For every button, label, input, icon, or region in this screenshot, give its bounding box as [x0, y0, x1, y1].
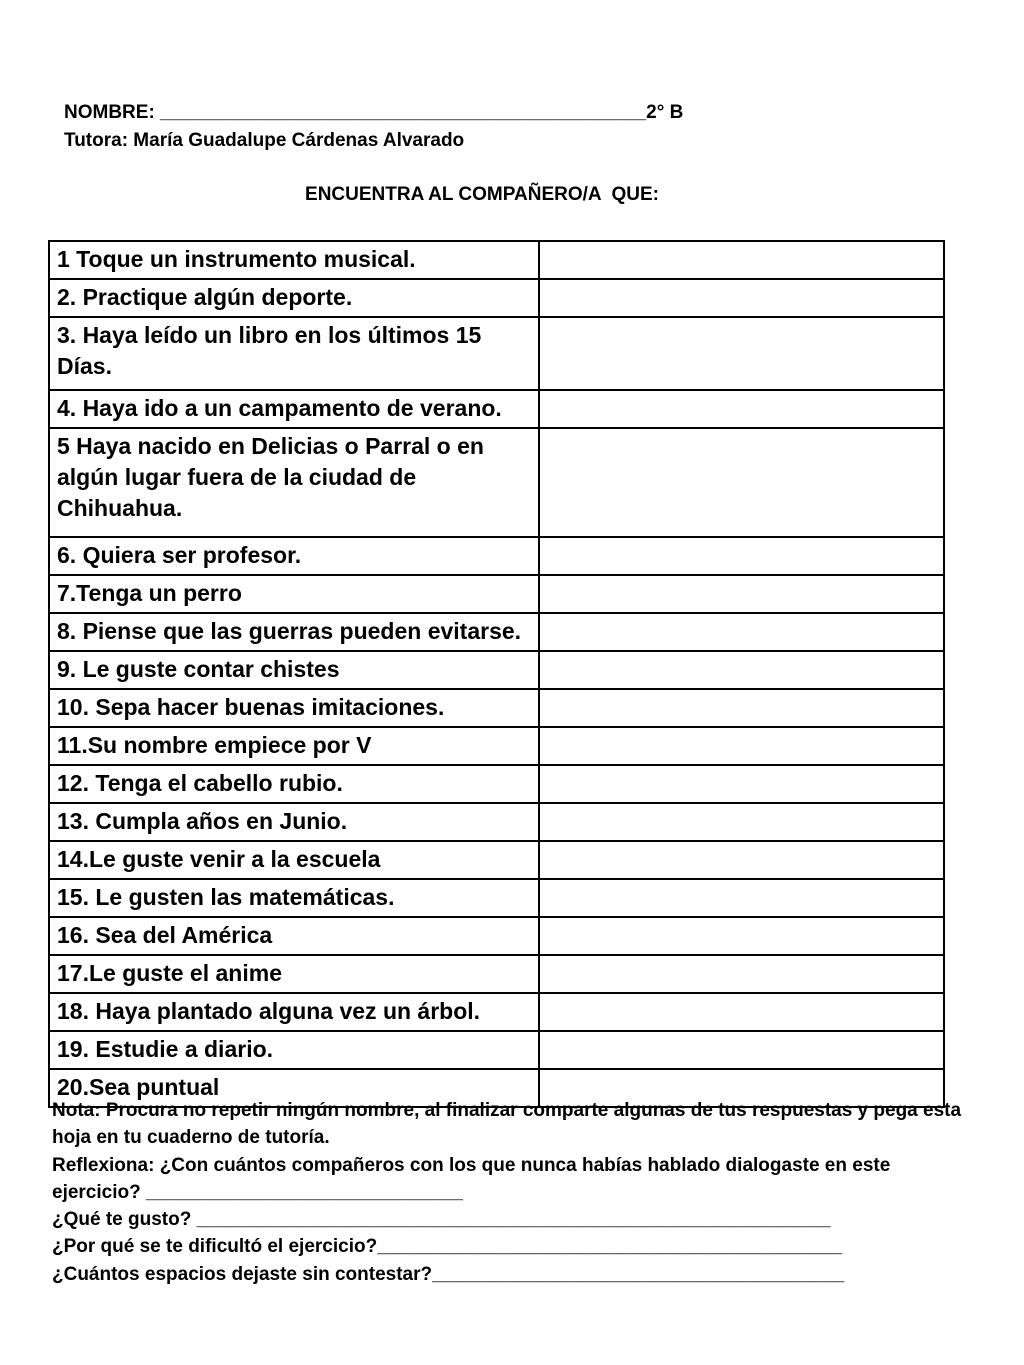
prompt-cell: 15. Le gusten las matemáticas.	[49, 879, 539, 917]
table-row	[49, 955, 944, 993]
prompt-cell: 6. Quiera ser profesor.	[49, 537, 539, 575]
table-row	[49, 993, 944, 1031]
prompt-cell: 11.Su nombre empiece por V	[49, 727, 539, 765]
table-row	[49, 279, 944, 317]
answer-cell[interactable]	[539, 279, 944, 317]
table-row	[49, 689, 944, 727]
answer-cell[interactable]	[539, 765, 944, 803]
answer-cell[interactable]	[539, 955, 944, 993]
table-row	[49, 575, 944, 613]
table-row	[49, 317, 944, 390]
difficulty-question: ¿Por qué se te dificultó el ejercicio?____________________________________________	[52, 1236, 843, 1258]
answer-cell[interactable]	[539, 613, 944, 651]
answer-cell[interactable]	[539, 917, 944, 955]
table-row	[49, 803, 944, 841]
prompt-cell: 17.Le guste el anime	[49, 955, 539, 993]
answer-cell[interactable]	[539, 651, 944, 689]
table-row	[49, 917, 944, 955]
notes-section	[52, 1097, 967, 1288]
blanks-question: ¿Cuántos espacios dejaste sin contestar?_______________________________________	[52, 1263, 845, 1285]
table-row	[49, 613, 944, 651]
reflection-question: Reflexiona: ¿Con cuántos compañeros con los que nunca habías hablado dialogaste en este ejercicio? ______________________________	[52, 1154, 896, 1203]
answer-cell[interactable]	[539, 317, 944, 390]
prompt-cell: 2. Practique algún deporte.	[49, 279, 539, 317]
answer-cell[interactable]	[539, 390, 944, 428]
answer-cell[interactable]	[539, 993, 944, 1031]
table-row	[49, 727, 944, 765]
answer-cell[interactable]	[539, 689, 944, 727]
answer-cell[interactable]	[539, 879, 944, 917]
table-row	[49, 428, 944, 537]
answer-cell[interactable]	[539, 537, 944, 575]
answer-cell[interactable]	[539, 1031, 944, 1069]
answer-cell[interactable]	[539, 428, 944, 537]
table-row	[49, 879, 944, 917]
table-row	[49, 390, 944, 428]
answer-cell[interactable]	[539, 803, 944, 841]
prompt-cell: 13. Cumpla años en Junio.	[49, 803, 539, 841]
liked-question: ¿Qué te gusto? ____________________________________________________________	[52, 1209, 831, 1231]
prompt-cell: 9. Le guste contar chistes	[49, 651, 539, 689]
answer-cell[interactable]	[539, 575, 944, 613]
table-row	[49, 1031, 944, 1069]
note-text: Nota: Procura no repetir ningún nombre, al finalizar comparte algunas de tus respuestas y pega esta hoja en tu cuaderno de tutoría.	[52, 1100, 967, 1149]
prompt-cell: 12. Tenga el cabello rubio.	[49, 765, 539, 803]
name-line: NOMBRE: ______________________________________________2° B	[64, 102, 684, 123]
answer-cell[interactable]	[539, 727, 944, 765]
prompt-cell: 20.Sea puntual	[49, 1069, 539, 1107]
prompt-cell: 8. Piense que las guerras pueden evitarse.	[49, 613, 539, 651]
worksheet-title: ENCUENTRA AL COMPAÑERO/A QUE:	[305, 184, 659, 205]
table-row	[49, 841, 944, 879]
prompt-cell: 14.Le guste venir a la escuela	[49, 841, 539, 879]
table-row	[49, 537, 944, 575]
table-row	[49, 241, 944, 279]
answer-cell[interactable]	[539, 841, 944, 879]
prompt-cell: 4. Haya ido a un campamento de verano.	[49, 390, 539, 428]
prompt-cell: 1 Toque un instrumento musical.	[49, 241, 539, 279]
prompt-cell: 7.Tenga un perro	[49, 575, 539, 613]
prompt-cell: 5 Haya nacido en Delicias o Parral o en algún lugar fuera de la ciudad de Chihuahua.	[49, 428, 539, 537]
answer-cell[interactable]	[539, 241, 944, 279]
prompt-cell: 10. Sepa hacer buenas imitaciones.	[49, 689, 539, 727]
table-row	[49, 651, 944, 689]
prompt-cell: 18. Haya plantado alguna vez un árbol.	[49, 993, 539, 1031]
prompt-cell: 19. Estudie a diario.	[49, 1031, 539, 1069]
prompt-cell: 16. Sea del América	[49, 917, 539, 955]
tutor-line: Tutora: María Guadalupe Cárdenas Alvarado	[64, 130, 465, 151]
table-row	[49, 765, 944, 803]
prompt-cell: 3. Haya leído un libro en los últimos 15 Días.	[49, 317, 539, 390]
worksheet-table	[48, 240, 945, 1108]
